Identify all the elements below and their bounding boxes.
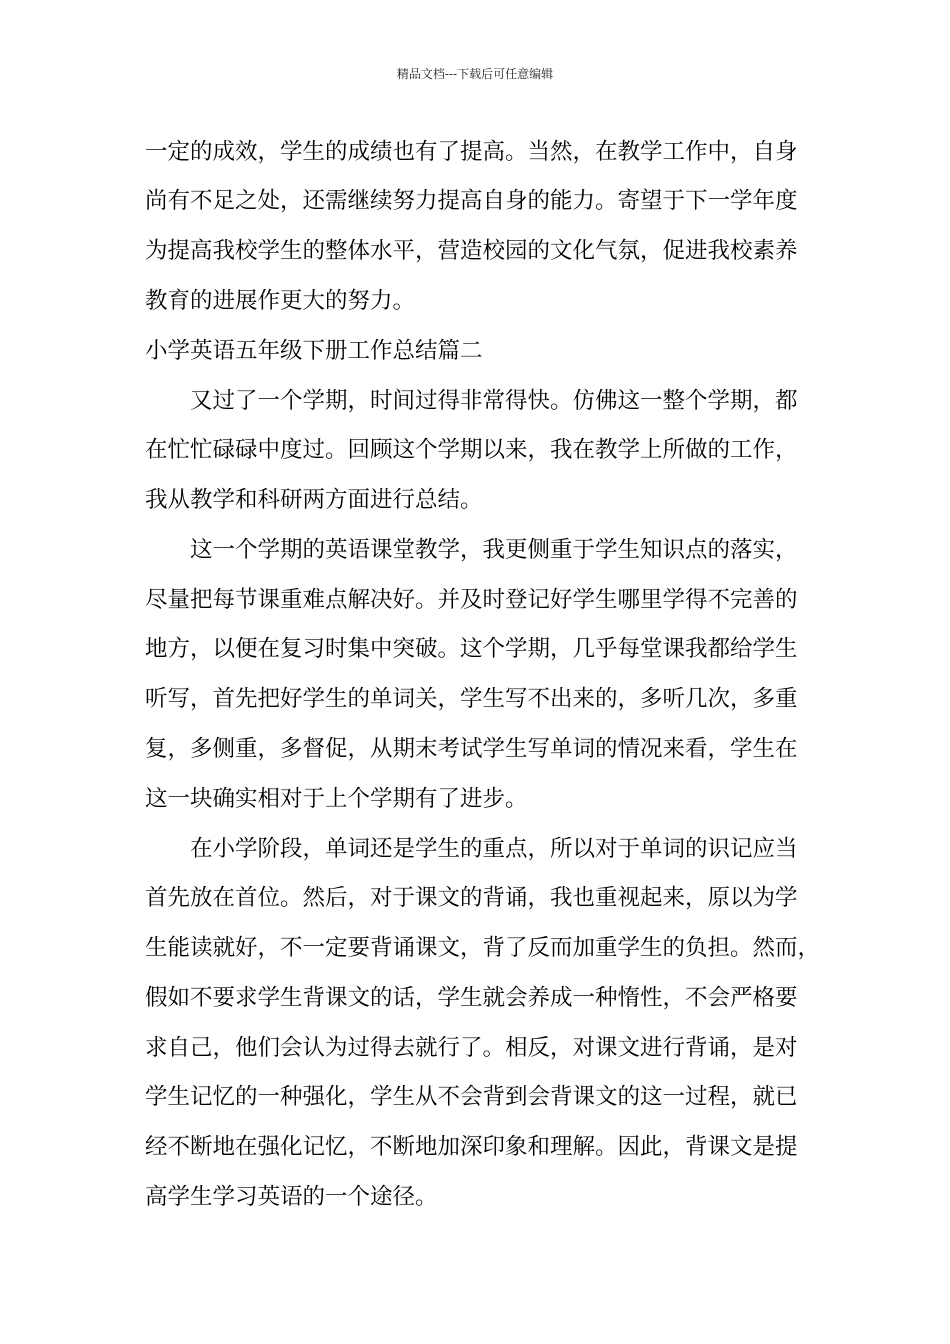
paragraph-line: 这一块确实相对于上个学期有了进步。: [145, 786, 528, 812]
paragraph-line: 复，多侧重，多督促，从期末考试学生写单词的情况来看，学生在: [145, 736, 798, 762]
paragraph-line: 为提高我校学生的整体水平，营造校园的文化气氛，促进我校素养: [145, 238, 798, 264]
paragraph-first-line: 这一个学期的英语课堂教学，我更侧重于学生知识点的落实，: [190, 537, 798, 563]
paragraph-line: 我从教学和科研两方面进行总结。: [145, 487, 483, 513]
paragraph-line: 经不断地在强化记忆，不断地加深印象和理解。因此，背课文是提: [145, 1134, 798, 1160]
paragraph-line: 学生记忆的一种强化，学生从不会背到会背课文的这一过程，就已: [145, 1084, 798, 1110]
paragraph-line: 地方，以便在复习时集中突破。这个学期，几乎每堂课我都给学生: [145, 636, 798, 662]
paragraph-line: 尽量把每节课重难点解决好。并及时登记好学生哪里学得不完善的: [145, 587, 798, 613]
paragraph-line: 首先放在首位。然后，对于课文的背诵，我也重视起来，原以为学: [145, 885, 798, 911]
paragraph-line: 教育的进展作更大的努力。: [145, 288, 416, 314]
paragraph-line: 听写，首先把好学生的单词关，学生写不出来的，多听几次，多重: [145, 686, 798, 712]
paragraph-line: 求自己，他们会认为过得去就行了。相反，对课文进行背诵，是对: [145, 1035, 798, 1061]
page-header: 精品文档---下载后可任意编辑: [396, 67, 554, 81]
paragraph-line: 假如不要求学生背课文的话，学生就会养成一种惰性，不会严格要: [145, 985, 798, 1011]
paragraph-line: 一定的成效，学生的成绩也有了提高。当然，在教学工作中，自身: [145, 139, 798, 165]
paragraph-line: 尚有不足之处，还需继续努力提高自身的能力。寄望于下一学年度: [145, 188, 798, 214]
paragraph-line: 高学生学习英语的一个途径。: [145, 1184, 438, 1210]
paragraph-line: 生能读就好，不一定要背诵课文，背了反而加重学生的负担。然而，: [145, 935, 821, 961]
paragraph-first-line: 又过了一个学期，时间过得非常得快。仿佛这一整个学期，都: [190, 388, 798, 414]
paragraph-first-line: 在小学阶段，单词还是学生的重点，所以对于单词的识记应当: [190, 836, 798, 862]
paragraph-line: 在忙忙碌碌中度过。回顾这个学期以来，我在教学上所做的工作，: [145, 437, 798, 463]
section-heading: 小学英语五年级下册工作总结篇二: [145, 338, 483, 364]
